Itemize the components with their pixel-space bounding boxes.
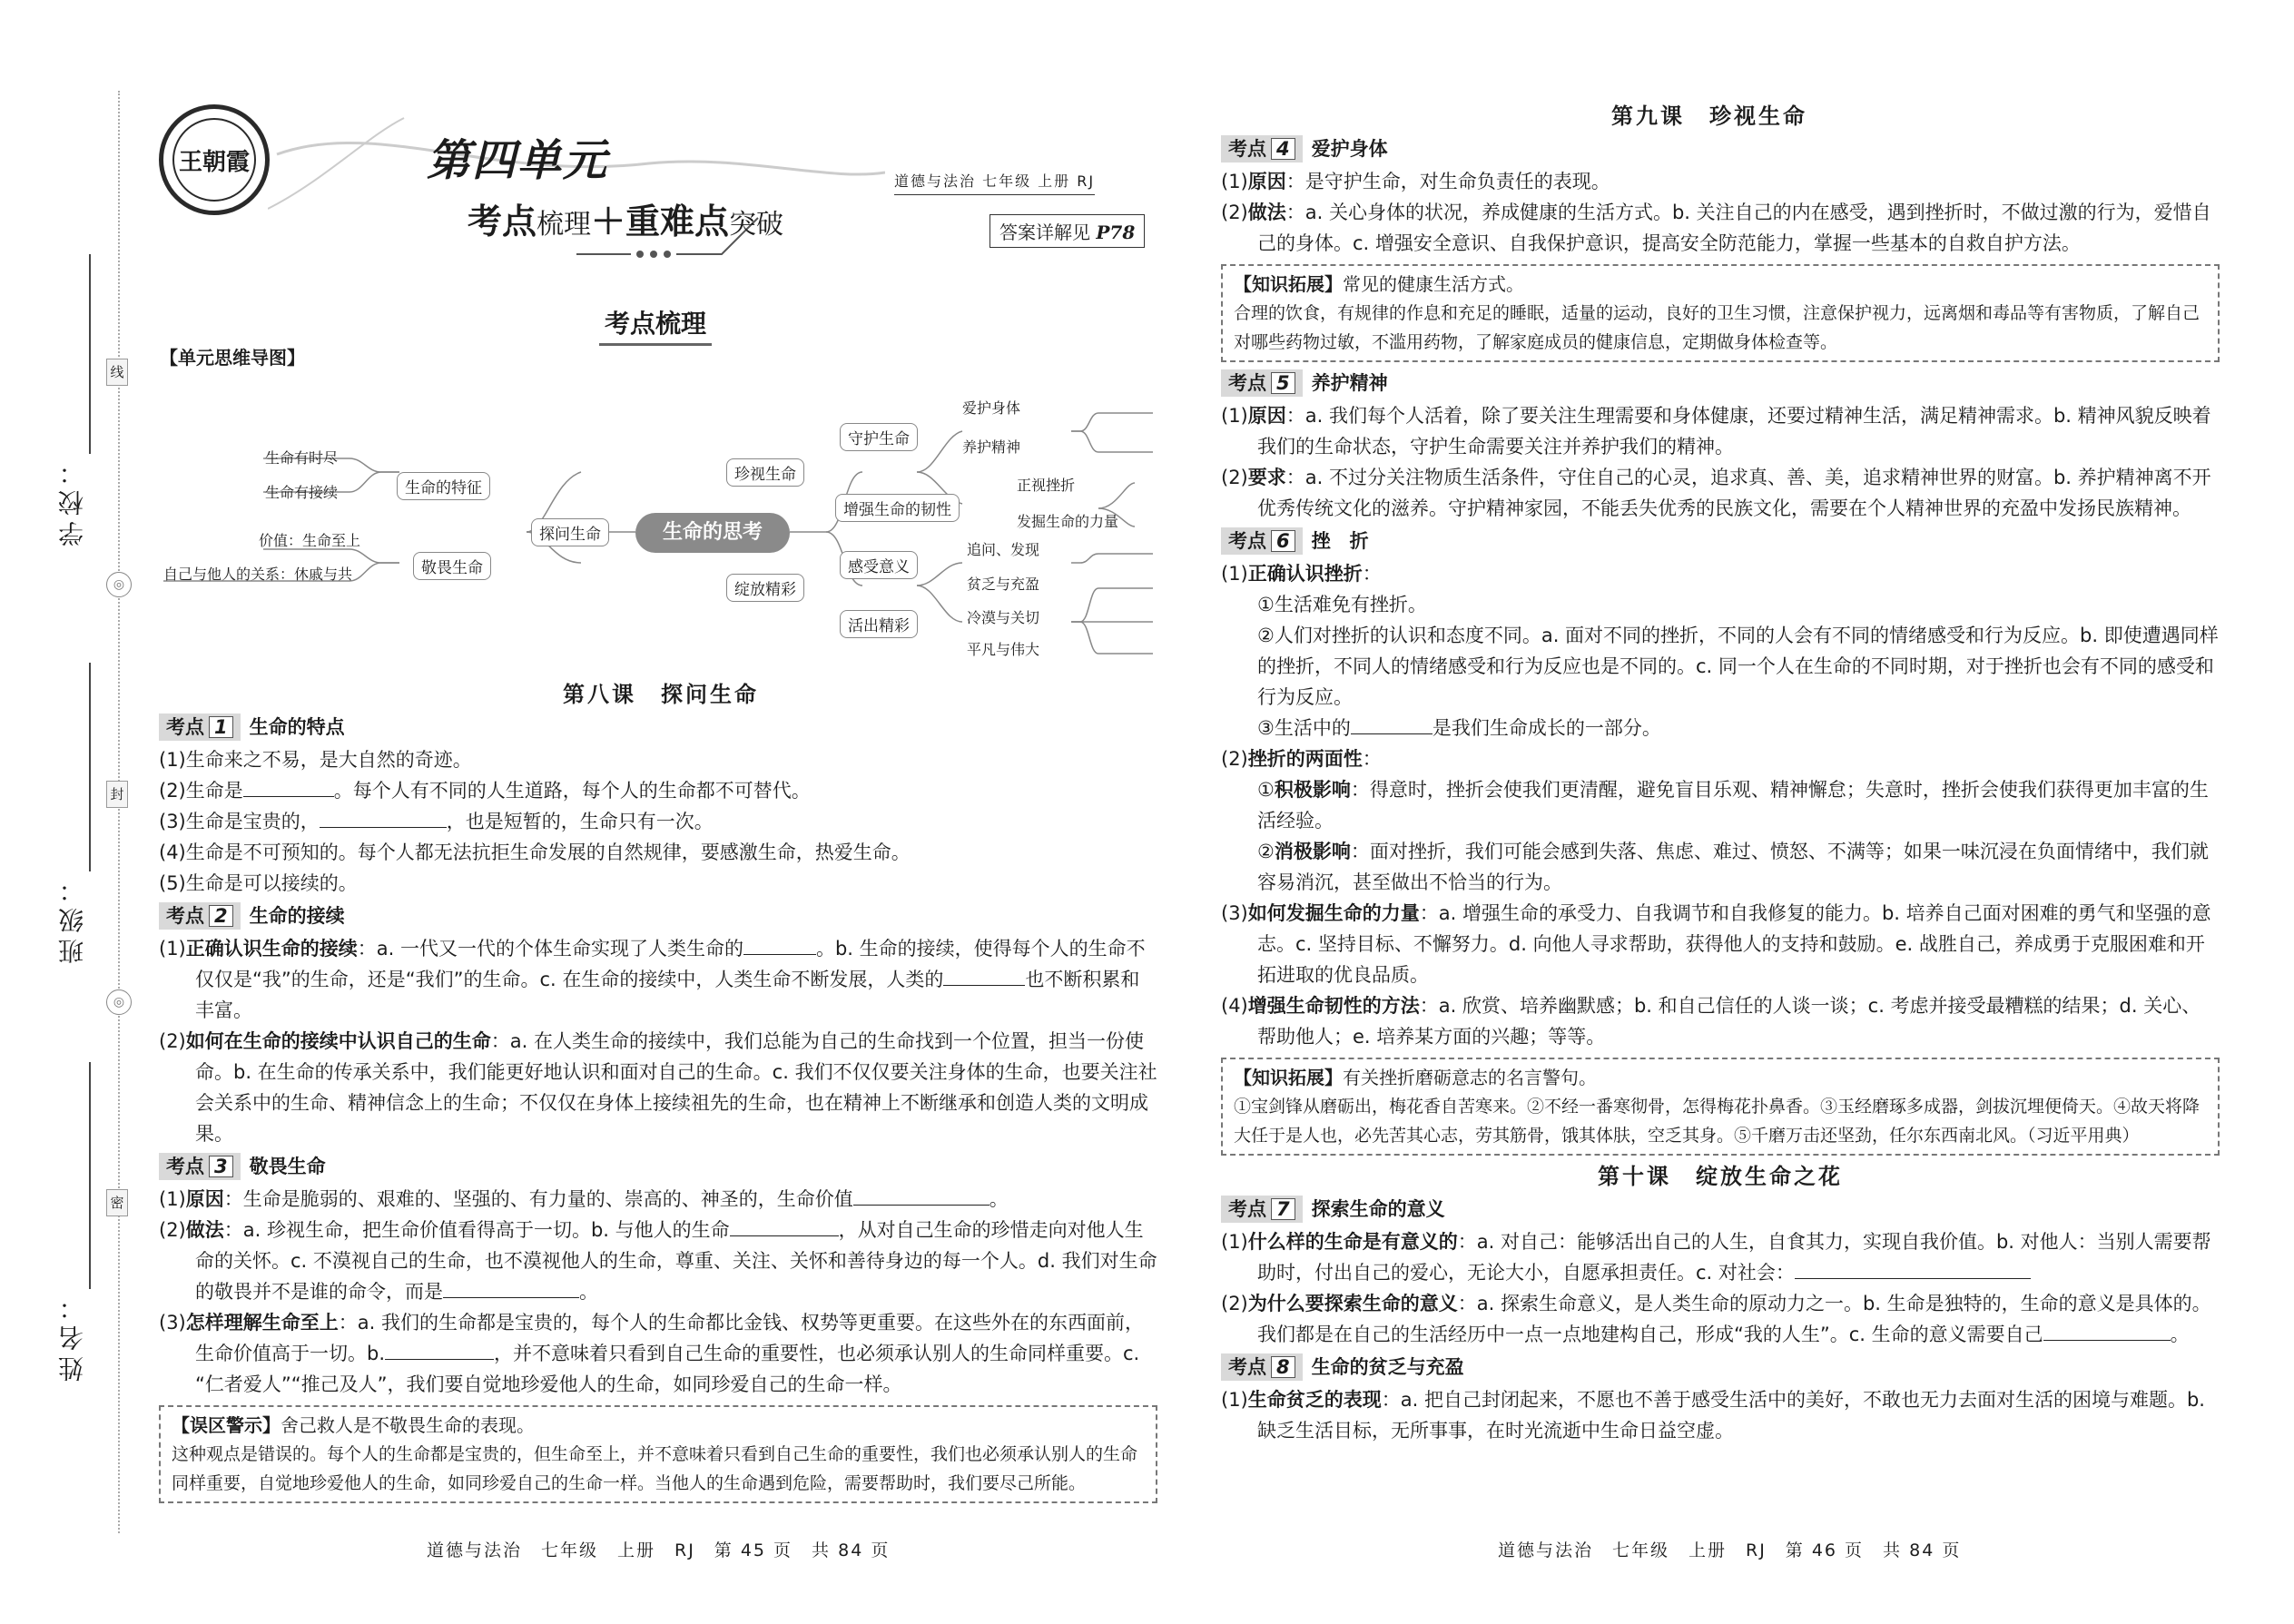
mindmap-label: 【单元思维导图】 [160, 347, 305, 369]
kaodian-tag: 考点 3 [159, 1153, 241, 1180]
extension-body: ①宝剑锋从磨砺出，梅花香自苦寒来。②不经一番寒彻骨，怎得梅花扑鼻香。③玉经磨琢多成器，剑拔沉埋便倚天。④故天将降大任于是人也，必先苦其心志，劳其筋骨，饿其体肤，空乏其身。⑤千磨万击还坚劲，任尔东西南北风。（习近平用典） [1234, 1097, 2200, 1146]
k6-item-2-ii: ②消极影响：面对挫折，我们可能会感到失落、焦虑、难过、愤怒、不满等；如果一味沉浸在负面情绪中，我们就容易消沉，甚至做出不恰当的行为。 [1257, 841, 2209, 893]
kaodian-name: 生命的特点 [249, 716, 345, 738]
kaodian-name: 养护精神 [1311, 372, 1388, 394]
kaodian-tag: 考点 4 [1221, 135, 1303, 162]
k4-item-2: (2)做法：a. 关心身体的状况，养成健康的生活方式。b. 关注自己的内在感受，遇到挫折时，不做过激的行为，爱惜自己的身体。c. 增强安全意识、自我保护意识，提高安全防范能力，掌握一些基本的自救自护方法。 [1221, 202, 2211, 254]
kaodian-6-header [1221, 526, 2220, 556]
mindmap-leaf: 追问、发现 [967, 541, 1040, 558]
k5-item-1: (1)原因：a. 我们每个人活着，除了要关注生理需要和身体健康，还要过精神生活，满足精神需求。b. 精神风貌反映着我们的生命状态，守护生命需要关注并养护我们的精神。 [1221, 405, 2211, 458]
series-label: 道德与法治 七年级 上册 RJ [894, 170, 1095, 195]
extension-body: 合理的饮食，有规律的作息和充足的睡眠，适量的运动，良好的卫生习惯，注意保护视力，远离烟和毒品等有害物质，了解自己对哪些药物过敏，不滥用药物，了解家庭成员的健康信息，定期做身体检查等。 [1234, 303, 2200, 352]
k5-item-2: (2)要求：a. 不过分关注物质生活条件，守住自己的心灵，追求真、善、美，追求精神世界的财富。b. 养护精神离不开优秀传统文化的滋养。守护精神家园，不能丢失优秀的民族文化，需要在个人精神世界的充盈中发扬民族精神。 [1221, 467, 2211, 519]
kaodian-7-header [1221, 1194, 2220, 1225]
school-label: 学校： [57, 454, 87, 546]
k6-item-1-iii: ③生活中的 是我们生命成长的一部分。 [1221, 713, 2220, 743]
warning-title: 舍己救人是不敬畏生命的表现。 [281, 1414, 535, 1436]
kaodian-2-header [159, 901, 1157, 931]
answer-blank[interactable] [853, 1184, 989, 1206]
answer-blank[interactable] [943, 964, 1025, 986]
mindmap-node-features: 生命的特征 [397, 472, 490, 500]
unit-title: 第四单元 [427, 135, 609, 186]
mindmap-leaf: 冷漠与关切 [967, 609, 1040, 626]
kaodian-name: 生命的接续 [249, 905, 345, 927]
extension-tag: 【知识拓展】 [1234, 1067, 1343, 1088]
warning-body: 这种观点是错误的。每个人的生命都是宝贵的，但生命至上，并不意味着只看到自己生命的重要性，我们也必须承认别人的生命同样重要，自觉地珍爱他人的生命，如同珍爱自己的生命一样。当他人的生命遇到危险，需要帮助时，我们要尽己所能。 [172, 1444, 1138, 1493]
k1-item-5: (5)生命是可以接续的。 [159, 872, 358, 894]
mindmap-leaf: 贫乏与充盈 [967, 576, 1040, 593]
school-blank[interactable] [89, 254, 91, 454]
k1-item-2: (2)生命是 。每个人有不同的人生道路，每个人的生命都不可替代。 [159, 775, 1157, 806]
k7-item-1: (1)什么样的生命是有意义的：a. 对自己：能够活出自己的人生，自食其力，实现自我价值。b. 对他人：当别人需要帮助时，付出自己的爱心，无论大小，自愿承担责任。c. 对社会： [1221, 1231, 2211, 1284]
mindmap-node-feel: 感受意义 [840, 551, 918, 579]
k6-item-4: (4)增强生命韧性的方法：a. 欣赏、培养幽默感；b. 和自己信任的人谈一谈；c. 考虑并接受最糟糕的结果；d. 关心、帮助他人；e. 培养某方面的兴趣；等等。 [1221, 995, 2201, 1048]
kaodian-5-header [1221, 368, 2220, 399]
page-footer-left: 道德与法治 七年级 上册 RJ 第 45 页 共 84 页 [427, 1540, 891, 1560]
mindmap-leaf: 生命有时尽 [265, 449, 339, 467]
k6-item-3: (3)如何发掘生命的力量：a. 增强生命的承受力、自我调节和自我修复的能力。b. 培养自己面对困难的勇气和坚强的意志。c. 坚持目标、不懈努力。d. 向他人寻求帮助，获得他人的支持和鼓励。e. 战胜自己，养成勇于克服困难和开拓进取的优良品质。 [1221, 902, 2211, 986]
left-column [159, 710, 1157, 1509]
k6-item-1: (1)正确认识挫折： [1221, 563, 1382, 585]
kaodian-tag: 考点 2 [159, 902, 241, 930]
mindmap-leaf: 发掘生命的力量 [1017, 513, 1119, 530]
class-blank[interactable] [89, 663, 91, 871]
extension-tag: 【知识拓展】 [1234, 273, 1343, 295]
misconception-warning-box [159, 1405, 1157, 1503]
title-part-a: 考点 [468, 202, 537, 241]
lesson-8-title: 第八课 探问生命 [563, 682, 759, 707]
kaodian-name: 爱护身体 [1311, 138, 1388, 160]
warning-tag: 【误区警示】 [172, 1414, 281, 1436]
kaodian-8-header [1221, 1352, 2220, 1383]
kaodian-tag: 考点 8 [1221, 1353, 1303, 1381]
k2-item-2: (2)如何在生命的接续中认识自己的生命：a. 在人类生命的接续中，我们总能为自己的生命找到一个位置，担当一份使命。b. 在生命的传承关系中，我们能更好地认识和面对自己的生命。c. 我们不仅仅要关注身体的生命，也要关注社会关系中的生命、精神信念上的生命；不仅仅在身体上接续祖先的生命，也在精神上不断继承和创造人类的文明成果。 [159, 1030, 1157, 1145]
k6-item-2: (2)挫折的两面性： [1221, 748, 1382, 770]
binding-dotted-line [118, 91, 120, 1533]
mindmap-node-explore: 探问生命 [531, 518, 609, 546]
answer-blank[interactable] [385, 1338, 494, 1360]
class-label: 班级： [57, 871, 87, 964]
mindmap-leaf: 价值：生命至上 [259, 532, 361, 549]
answer-page: P78 [1096, 221, 1136, 243]
k6-item-1-i: ①生活难免有挫折。 [1257, 594, 1427, 615]
k1-item-3: (3)生命是宝贵的， ，也是短暂的，生命只有一次。 [159, 806, 1157, 837]
k1-item-4: (4)生命是不可预知的。每个人都无法抗拒生命发展的自然规律，要感激生命，热爱生命。 [159, 842, 911, 863]
answer-blank[interactable] [743, 933, 816, 955]
mindmap-leaf: 生命有接续 [265, 484, 339, 501]
brand-logo-text: 王朝霞 [172, 118, 256, 202]
mindmap-node-tough: 增强生命的韧性 [835, 494, 960, 522]
k3-item-2: (2)做法：a. 珍视生命，把生命价值看得高于一切。b. 与他人的生命 ，从对自己生命的珍惜走向对他人生命的关怀。c. 不漠视自己的生命，也不漠视他人的生命，尊重、关注、关怀和善待身边的每一个人。d. 我们对生命的敬畏并不是谁的命令，而是 。 [159, 1215, 1157, 1307]
answer-blank[interactable] [243, 775, 334, 797]
knowledge-extension-box [1221, 264, 2220, 362]
kaodian-tag: 考点 6 [1221, 527, 1303, 555]
kaodian-tag: 考点 5 [1221, 369, 1303, 397]
k4-item-1: (1)原因：是守护生命，对生命负责任的表现。 [1221, 171, 1610, 192]
kaodian-name: 挫 折 [1311, 530, 1369, 552]
title-plus: ＋ [591, 202, 626, 241]
title-small-b: 突破 [729, 209, 784, 241]
k3-item-1: (1)原因：生命是脆弱的、艰难的、坚强的、有力量的、崇高的、神圣的，生命价值 。 [159, 1184, 1157, 1215]
lesson-9-title: 第九课 珍视生命 [1611, 103, 1807, 129]
mindmap-leaf: 自己与他人的关系：休戚与共 [163, 566, 353, 583]
kaodian-1-header [159, 712, 1157, 743]
k6-item-2-i: ①积极影响：得意时，挫折会使我们更清醒，避免盲目乐观、精神懈怠；失意时，挫折会使我们获得更加丰富的生活经验。 [1257, 779, 2209, 832]
mindmap-node-guard: 守护生命 [840, 423, 918, 451]
kaodian-name: 探索生命的意义 [1311, 1198, 1445, 1220]
kaodian-3-header [159, 1151, 1157, 1182]
name-blank[interactable] [89, 1062, 91, 1289]
brand-logo [159, 104, 270, 215]
answer-blank[interactable] [2043, 1319, 2171, 1341]
mindmap-node-live: 活出精彩 [840, 610, 918, 638]
kaodian-name: 生命的贫乏与充盈 [1311, 1356, 1464, 1378]
extension-title: 常见的健康生活方式。 [1343, 273, 1524, 295]
binding-tag-line: 线 [106, 359, 128, 386]
extension-title: 有关挫折磨砺意志的名言警句。 [1343, 1067, 1597, 1088]
lesson-10-title: 第十课 绽放生命之花 [1598, 1164, 1843, 1189]
answer-blank[interactable] [1351, 713, 1433, 734]
mindmap-leaf: 养护精神 [962, 438, 1021, 456]
mindmap-node-awe: 敬畏生命 [413, 552, 491, 580]
section-heading: 考点梳理 [599, 304, 712, 346]
mindmap-center: 生命的思考 [635, 513, 790, 553]
answer-blank[interactable] [730, 1215, 839, 1236]
name-label: 姓名： [57, 1289, 87, 1382]
mindmap-leaf: 正视挫折 [1017, 477, 1076, 494]
binding-tag-seal: 封 [106, 781, 128, 808]
kaodian-name: 敬畏生命 [249, 1156, 326, 1177]
mindmap-leaf: 爱护身体 [962, 399, 1021, 417]
kaodian-4-header [1221, 133, 2220, 164]
binding-tag-secret: 密 [106, 1189, 128, 1216]
k8-item-1: (1)生命贫乏的表现：a. 把自己封闭起来，不愿也不善于感受生活中的美好，不敢也无力去面对生活的困境与难题。b. 缺乏生活目标，无所事事，在时光流逝中生命日益空虚。 [1221, 1389, 2205, 1442]
answer-label: 答案详解见 [999, 221, 1090, 243]
k6-item-1-ii: ②人们对挫折的认识和态度不同。a. 面对不同的挫折，不同的人会有不同的情绪感受和行为反应。b. 即使遭遇同样的挫折，不同人的情绪感受和行为反应也是不同的。c. 同一个人在生命的不同时期，对于挫折也会有不同的感受和行为反应。 [1257, 625, 2219, 708]
knowledge-extension-box [1221, 1058, 2220, 1156]
answer-reference [989, 214, 1145, 248]
kaodian-tag: 考点 7 [1221, 1196, 1303, 1223]
page-main-title [468, 193, 783, 243]
k2-item-1: (1)正确认识生命的接续：a. 一代又一代的个体生命实现了人类生命的 。b. 生命的接续，使得每个人的生命不仅仅是“我”的生命，还是“我们”的生命。c. 在生命的接续中，人类生命不断发展，人类的 也不断积累和丰富。 [159, 933, 1157, 1026]
answer-blank[interactable] [1795, 1257, 2031, 1279]
kaodian-tag: 考点 1 [159, 714, 241, 741]
binding-hole-icon: ◎ [106, 572, 132, 597]
mindmap-node-bloom: 绽放精彩 [726, 574, 804, 602]
k3-item-3: (3)怎样理解生命至上：a. 我们的生命都是宝贵的，每个人的生命都比金钱、权势等更重要。在这些外在的东西面前，生命价值高于一切。b. ，并不意味着只看到自己生命的重要性，也必须承认别人的生命同样重要。c. “仁者爱人”“推己及人”，我们要自觉地珍爱他人的生命，如同珍爱自己的生命一样。 [159, 1312, 1144, 1395]
title-small-a: 梳理 [537, 209, 592, 241]
title-part-b: 重难点 [625, 202, 730, 241]
right-column [1221, 132, 2220, 1446]
binding-hole-icon: ◎ [106, 989, 132, 1015]
mindmap-node-cherish: 珍视生命 [726, 458, 804, 487]
page-footer-right: 道德与法治 七年级 上册 RJ 第 46 页 共 84 页 [1498, 1540, 1962, 1560]
k1-item-1: (1)生命来之不易，是大自然的奇迹。 [159, 749, 472, 771]
k7-item-2: (2)为什么要探索生命的意义：a. 探索生命意义，是人类生命的原动力之一。b. 生命是独特的，生命的意义是具体的。我们都是在自己的生活经历中一点一点地建构自己，形成“我的人生”。c. 生命的意义需要自己 。 [1221, 1293, 2211, 1345]
mindmap-leaf: 平凡与伟大 [967, 641, 1040, 658]
answer-blank[interactable] [443, 1276, 579, 1298]
answer-blank[interactable] [320, 806, 447, 828]
